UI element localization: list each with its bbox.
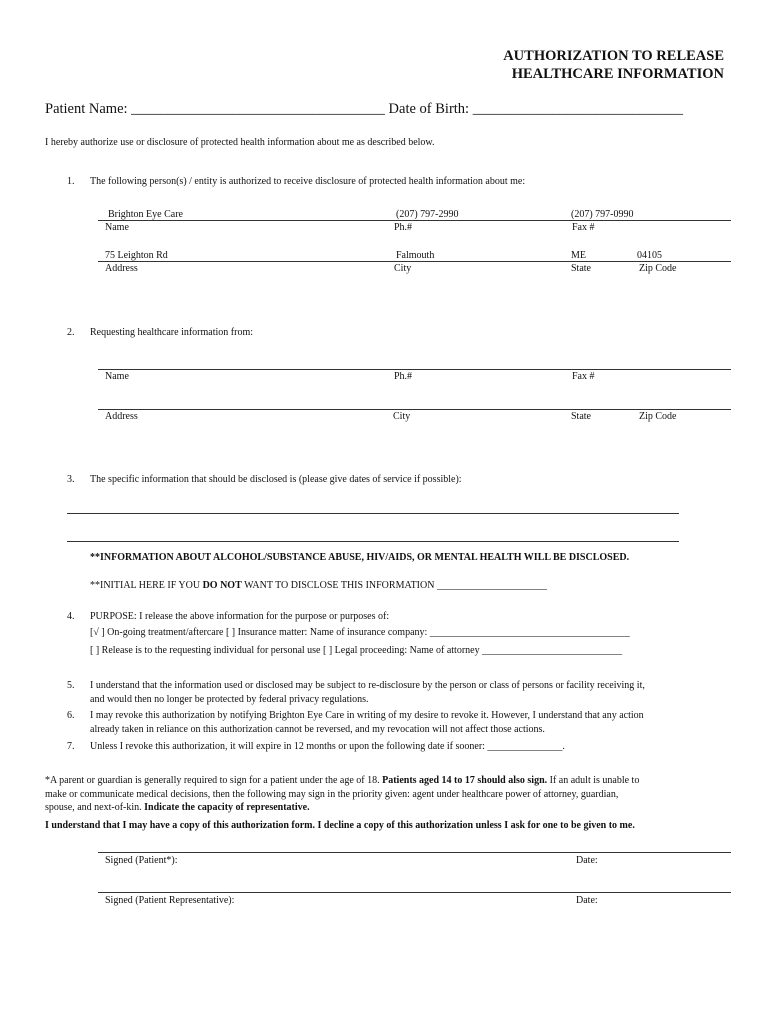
section2-text: Requesting healthcare information from: bbox=[90, 327, 254, 338]
authorized-phone-label: Ph.# bbox=[394, 222, 413, 233]
guardian-line1-a: *A parent or guardian is generally required to sign for a patient under the age of 18. bbox=[45, 775, 383, 786]
authorized-fax-value[interactable]: (207) 797-0990 bbox=[571, 209, 634, 220]
section4-text: PURPOSE: I release the above information for the purpose or purposes of: bbox=[90, 611, 390, 622]
authorized-name-value[interactable]: Brighton Eye Care bbox=[108, 209, 183, 220]
disclosure-notice: **INFORMATION ABOUT ALCOHOL/SUBSTANCE ABUSE, HIV/AIDS, OR MENTAL HEALTH WILL BE DISCLOSED. bbox=[90, 552, 630, 563]
requesting-fax-label: Fax # bbox=[572, 371, 595, 382]
patient-signature-line[interactable] bbox=[98, 852, 731, 853]
copy-statement: I understand that I may have a copy of this authorization form. I decline a copy of this authorization unless I ask for one to be given to me. bbox=[45, 820, 635, 831]
guardian-line3 bbox=[45, 802, 310, 813]
authorized-fax-label: Fax # bbox=[572, 222, 595, 233]
requesting-phone-label: Ph.# bbox=[394, 371, 413, 382]
section3-text: The specific information that should be disclosed is (please give dates of service if possible): bbox=[90, 474, 462, 485]
guardian-line2: make or communicate medical decisions, then the following may sign in the priority given: agent under healthcare power of attorney, guardian, bbox=[45, 789, 619, 800]
authorized-name-label: Name bbox=[105, 222, 129, 233]
authorized-zip-label: Zip Code bbox=[639, 263, 677, 274]
section3-number: 3. bbox=[67, 474, 75, 485]
requesting-address-label: Address bbox=[105, 411, 138, 422]
section7-number: 7. bbox=[67, 741, 75, 752]
guardian-line3-bold: Indicate the capacity of representative. bbox=[144, 802, 310, 813]
guardian-line3-a: spouse, and next-of-kin. bbox=[45, 802, 145, 813]
patient-name-label: Patient Name: bbox=[45, 101, 128, 117]
section7-text: Unless I revoke this authorization, it will expire in 12 months or upon the following date if sooner: _______________. bbox=[90, 741, 565, 752]
authorized-address-label: Address bbox=[105, 263, 138, 274]
section6-number: 6. bbox=[67, 710, 75, 721]
section5-line2: and would then no longer be protected by federal privacy regulations. bbox=[90, 694, 369, 705]
patient-row bbox=[45, 101, 683, 118]
requesting-city-label: City bbox=[393, 411, 411, 422]
form-title-line2: HEALTHCARE INFORMATION bbox=[511, 66, 724, 82]
representative-signature-line[interactable] bbox=[98, 892, 731, 893]
section6-line1: I may revoke this authorization by notifying Brighton Eye Care in writing of my desire to revoke it. However, I understand that any action bbox=[90, 710, 644, 721]
section2-number: 2. bbox=[67, 327, 75, 338]
specific-info-line-1[interactable] bbox=[67, 513, 679, 514]
section1-row1-rule bbox=[98, 220, 731, 221]
section6-line2: already taken in reliance on this authorization cannot be reversed, and my revocation will not affect those actions. bbox=[90, 724, 545, 735]
section5-number: 5. bbox=[67, 680, 75, 691]
section4-number: 4. bbox=[67, 611, 75, 622]
form-title bbox=[503, 47, 724, 83]
patient-date-label: Date: bbox=[576, 855, 598, 866]
section2-row1-rule[interactable] bbox=[98, 369, 731, 370]
purpose-options-line1[interactable]: [√ ] On-going treatment/aftercare [ ] Insurance matter: Name of insurance company: ________________________________________ bbox=[90, 627, 630, 638]
dob-field[interactable]: _____________________________ bbox=[472, 101, 683, 117]
authorized-city-value[interactable]: Falmouth bbox=[396, 250, 435, 261]
authorized-state-label: State bbox=[571, 263, 591, 274]
specific-info-line-2[interactable] bbox=[67, 541, 679, 542]
purpose-options-line2[interactable]: [ ] Release is to the requesting individual for personal use [ ] Legal proceeding: Name of attorney ____________________________ bbox=[90, 645, 623, 656]
section5-line1: I understand that the information used or disclosed may be subject to re-disclosure by the person or class of persons or facility receiving it, bbox=[90, 680, 645, 691]
section1-row2-rule bbox=[98, 261, 731, 262]
requesting-name-label: Name bbox=[105, 371, 129, 382]
initial-field[interactable]: ______________________ bbox=[436, 580, 547, 591]
patient-signature-label: Signed (Patient*): bbox=[105, 855, 178, 866]
initial-prefix: **INITIAL HERE IF YOU bbox=[90, 580, 203, 591]
authorized-zip-value[interactable]: 04105 bbox=[637, 250, 662, 261]
guardian-line1 bbox=[45, 775, 639, 786]
guardian-line1-bold: Patients aged 14 to 17 should also sign. bbox=[382, 775, 548, 786]
section1-number: 1. bbox=[67, 176, 75, 187]
authorized-state-value[interactable]: ME bbox=[571, 250, 586, 261]
representative-signature-label: Signed (Patient Representative): bbox=[105, 895, 235, 906]
form-title-line1: AUTHORIZATION TO RELEASE bbox=[503, 48, 724, 64]
patient-name-field[interactable]: ___________________________________ bbox=[131, 101, 385, 117]
initial-suffix: WANT TO DISCLOSE THIS INFORMATION bbox=[241, 580, 435, 591]
initial-here-row bbox=[90, 580, 547, 591]
dob-label: Date of Birth: bbox=[388, 101, 470, 117]
section2-row2-rule[interactable] bbox=[98, 409, 731, 410]
intro-text: I hereby authorize use or disclosure of protected health information about me as described below. bbox=[45, 137, 435, 148]
initial-do-not: DO NOT bbox=[202, 580, 242, 591]
guardian-line1-b: If an adult is unable to bbox=[547, 775, 640, 786]
representative-date-label: Date: bbox=[576, 895, 598, 906]
authorized-address-value[interactable]: 75 Leighton Rd bbox=[105, 250, 168, 261]
section1-text: The following person(s) / entity is authorized to receive disclosure of protected health information about me: bbox=[90, 176, 526, 187]
authorized-city-label: City bbox=[394, 263, 412, 274]
requesting-zip-label: Zip Code bbox=[639, 411, 677, 422]
authorized-phone-value[interactable]: (207) 797-2990 bbox=[396, 209, 459, 220]
requesting-state-label: State bbox=[571, 411, 591, 422]
